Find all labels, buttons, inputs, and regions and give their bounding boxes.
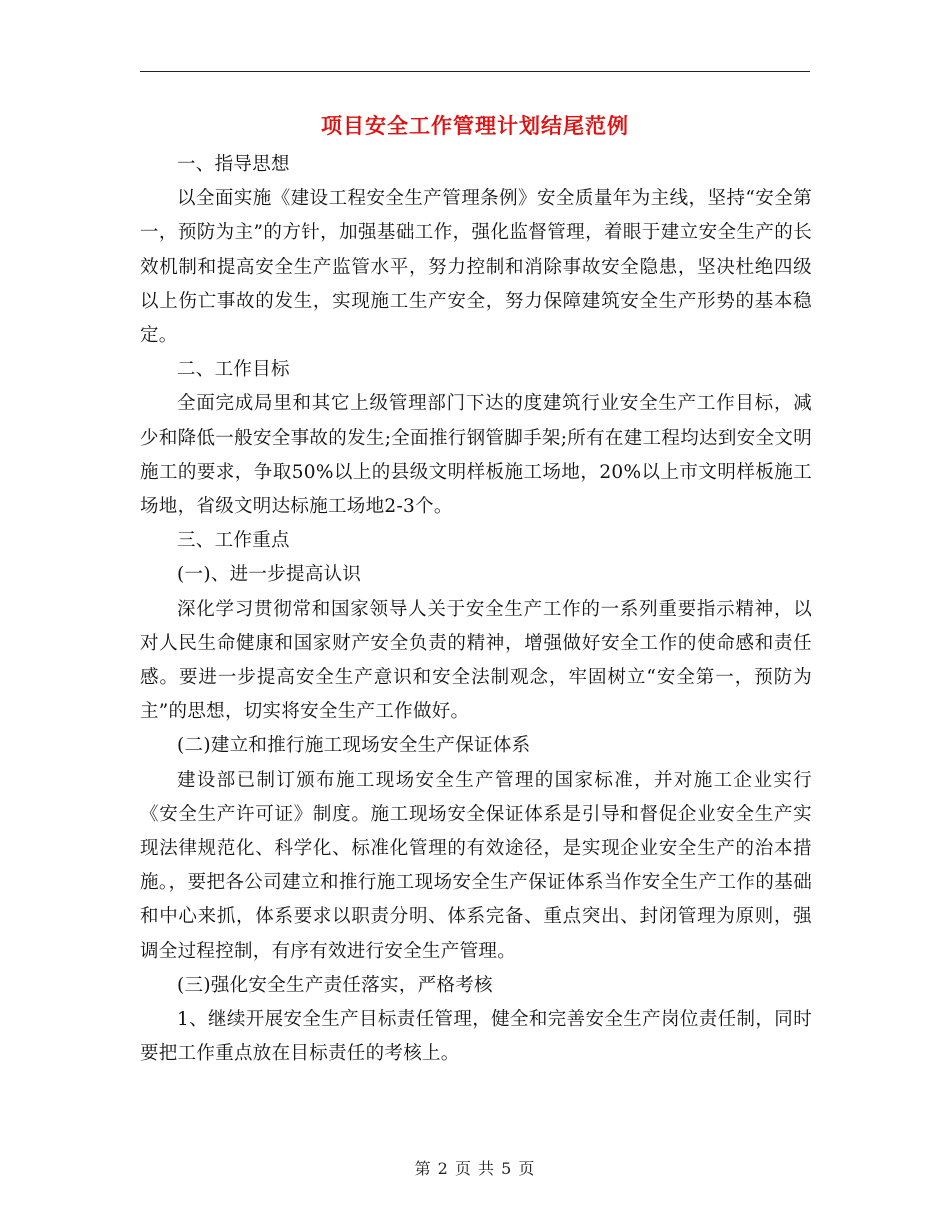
paragraph-raise-awareness: 深化学习贯彻常和国家领导人关于安全生产工作的一系列重要指示精神，以对人民生命健康和国家财产安全负责的精神，增强做好安全工作的使命感和责任感。要进一步提高安全生产意识和安全法制观念，牢固树立“安全第一，预防为主”的思想，切实将安全生产工作做好。	[140, 598, 812, 723]
heading-work-focus: 三、工作重点	[177, 530, 290, 552]
document-title: 项目安全工作管理计划结尾范例	[321, 113, 629, 138]
paragraph-work-goals: 全面完成局里和其它上级管理部门下达的度建筑行业安全生产工作目标，减少和降低一般安全事故的发生;全面推行钢管脚手架;所有在建工程均达到安全文明施工的要求，争取50%以上的县级文明样板施工场地，20%以上市文明样板施工场地，省级文明达标施工场地2-3个。	[140, 393, 812, 518]
header-rule	[140, 71, 810, 72]
subheading-safety-system: (二)建立和推行施工现场安全生产保证体系	[177, 735, 531, 757]
paragraph-safety-system: 建设部已制订颁布施工现场安全生产管理的国家标准，并对施工企业实行《安全生产许可证》制度。施工现场安全保证体系是引导和督促企业安全生产实现法律规范化、科学化、标准化管理的有效途径，是实现企业安全生产的治本措施。，要把各公司建立和推行施工现场安全生产保证体系当作安全生产工作的基础和中心来抓，体系要求以职责分明、体系完备、重点突出、封闭管理为原则，强调全过程控制，有序有效进行安全生产管理。	[140, 769, 812, 962]
heading-work-goals: 二、工作目标	[177, 359, 290, 381]
page-number: 第 2 页 共 5 页	[414, 1159, 536, 1178]
subheading-responsibility: (三)强化安全生产责任落实，严格考核	[177, 974, 493, 996]
paragraph-guiding-ideology: 以全面实施《建设工程安全生产管理条例》安全质量年为主线，坚持“安全第一，预防为主”的方针，加强基础工作，强化监督管理，着眼于建立安全生产的长效机制和提高安全生产监管水平，努力控制和消除事故安全隐患，坚决杜绝四级以上伤亡事故的发生，实现施工生产安全，努力保障建筑安全生产形势的基本稳定。	[140, 188, 812, 347]
heading-guiding-ideology: 一、指导思想	[177, 154, 290, 175]
subheading-raise-awareness: (一)、进一步提高认识	[177, 564, 362, 586]
document-body	[140, 148, 812, 1071]
paragraph-responsibility: 1、继续开展安全生产目标责任管理，健全和完善安全生产岗位责任制，同时要把工作重点放在目标责任的考核上。	[140, 1009, 812, 1065]
